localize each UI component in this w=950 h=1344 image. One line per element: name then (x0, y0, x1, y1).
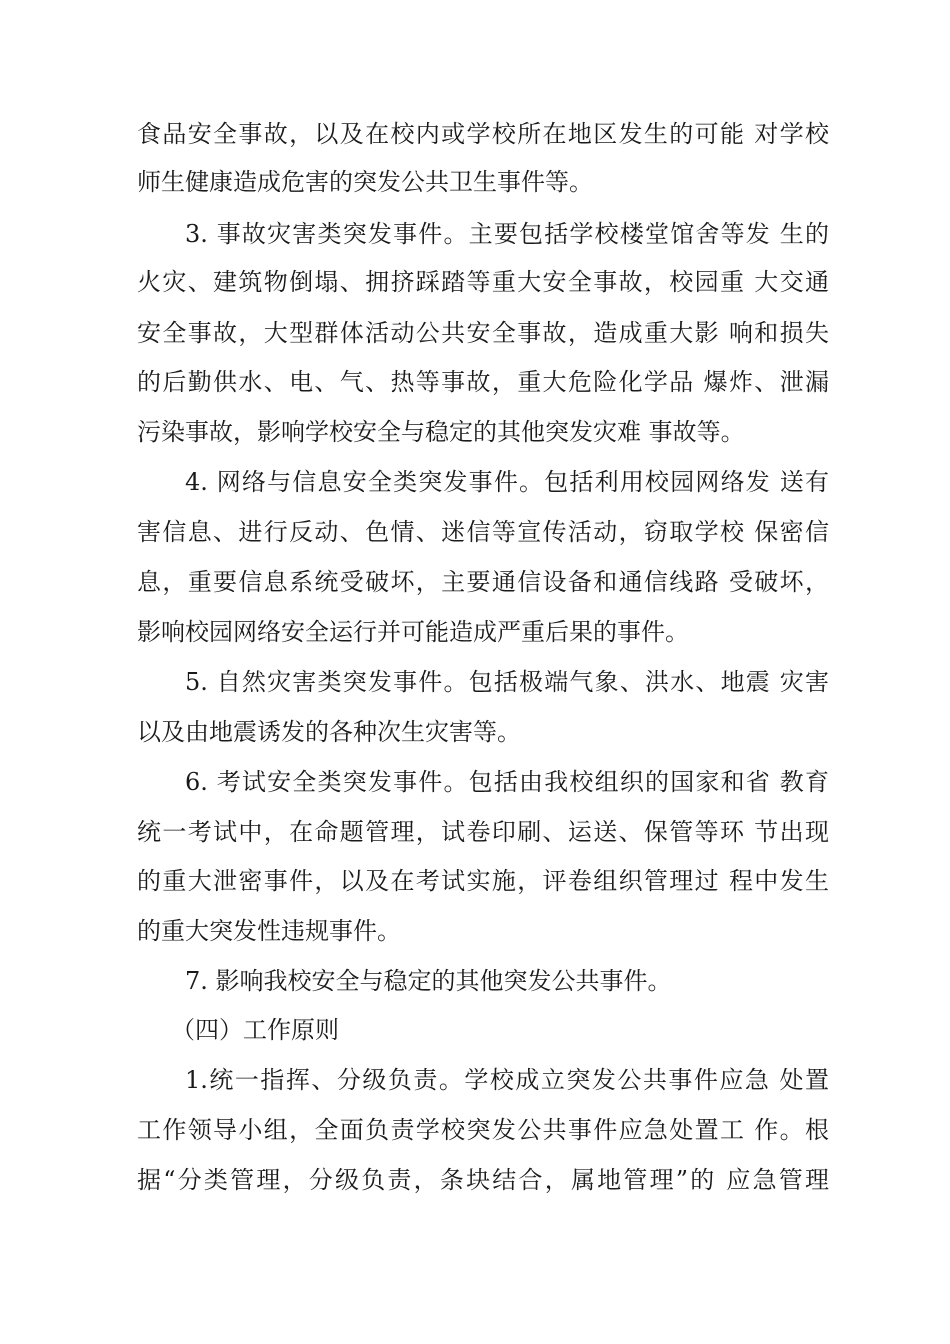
text-line: 的后勤供水、电、气、热等事故，重大危险化学品 爆炸、泄漏 (137, 368, 829, 396)
text-line: 的重大突发性违规事件。 (137, 917, 401, 945)
text-line: 4. 网络与信息安全类突发事件。包括利用校园网络发 送有 (185, 468, 829, 496)
text-line: 3. 事故灾害类突发事件。主要包括学校楼堂馆舍等发 生的 (185, 220, 829, 248)
text-line: 的重大泄密事件，以及在考试实施，评卷组织管理过 程中发生 (137, 867, 829, 895)
text-line: 工作领导小组，全面负责学校突发公共事件应急处置工 作。根 (137, 1116, 829, 1144)
text-line: 统一考试中，在命题管理，试卷印刷、运送、保管等环 节出现 (137, 818, 829, 846)
text-line: 污染事故，影响学校安全与稳定的其他突发灾难 事故等。 (137, 418, 745, 446)
text-line: 食品安全事故，以及在校内或学校所在地区发生的可能 对学校 (137, 120, 829, 148)
text-line: 以及由地震诱发的各种次生灾害等。 (137, 718, 521, 746)
text-line: 5. 自然灾害类突发事件。包括极端气象、洪水、地震 灾害 (185, 668, 829, 696)
text-line: 7. 影响我校安全与稳定的其他突发公共事件。 (185, 967, 672, 995)
text-line: 1.统一指挥、分级负责。学校成立突发公共事件应急 处置 (185, 1066, 829, 1094)
text-line: 安全事故，大型群体活动公共安全事故，造成重大影 响和损失 (137, 319, 829, 347)
text-line: 息，重要信息系统受破坏，主要通信设备和通信线路 受破坏， (137, 568, 829, 596)
text-line: 影响校园网络安全运行并可能造成严重后果的事件。 (137, 618, 689, 646)
section-heading: （四）工作原则 (171, 1016, 339, 1044)
text-line: 师生健康造成危害的突发公共卫生事件等。 (137, 168, 593, 196)
text-line: 火灾、建筑物倒塌、拥挤踩踏等重大安全事故，校园重 大交通 (137, 268, 829, 296)
text-line: 害信息、进行反动、色情、迷信等宣传活动，窃取学校 保密信 (137, 518, 829, 546)
text-line: 6. 考试安全类突发事件。包括由我校组织的国家和省 教育 (185, 768, 829, 796)
text-line: 据“分类管理，分级负责，条块结合，属地管理”的 应急管理 (137, 1166, 829, 1194)
